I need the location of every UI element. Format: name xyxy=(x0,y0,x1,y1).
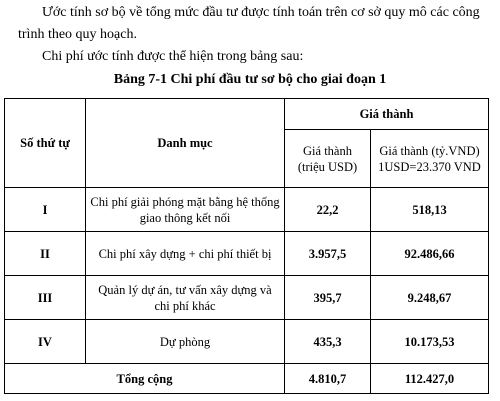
header-price-usd: Giá thành (triệu USD) xyxy=(285,130,371,188)
table-row xyxy=(5,276,489,320)
row-order: I xyxy=(5,188,86,232)
row-usd: 3.957,5 xyxy=(285,232,371,276)
row-usd: 395,7 xyxy=(285,276,371,320)
header-price-vnd-unit: Giá thành (tỷ.VND) xyxy=(379,143,480,158)
row-vnd: 92.486,66 xyxy=(371,232,489,276)
row-category: Chi phí giải phóng mặt bằng hệ thống giao thông kết nối xyxy=(86,188,285,232)
header-exchange-rate: 1USD=23.370 VND xyxy=(378,159,481,174)
row-vnd: 9.248,67 xyxy=(371,276,489,320)
total-label: Tổng cộng xyxy=(5,364,285,394)
total-usd: 4.810,7 xyxy=(285,364,371,394)
header-order: Số thứ tự xyxy=(5,99,86,188)
row-usd: 22,2 xyxy=(285,188,371,232)
header-category: Danh mục xyxy=(86,99,285,188)
intro-line-1: Ước tính sơ bộ về tổng mức đầu tư được tính toán trên cơ sở quy mô các công xyxy=(42,5,480,20)
header-price: Giá thành xyxy=(285,99,489,130)
table-header-row xyxy=(5,99,489,130)
table-caption: Bảng 7-1 Chi phí đầu tư sơ bộ cho giai đoạn 1 xyxy=(113,72,387,87)
total-vnd: 112.427,0 xyxy=(371,364,489,394)
cost-table xyxy=(4,98,489,394)
intro-paragraph xyxy=(0,2,490,46)
table-total-row xyxy=(5,364,489,394)
row-category: Chi phí xây dựng + chi phí thiết bị xyxy=(86,232,285,276)
row-order: II xyxy=(5,232,86,276)
table-row xyxy=(5,188,489,232)
intro-line-2: trình theo quy hoạch. xyxy=(18,27,137,42)
table-row xyxy=(5,232,489,276)
row-order: IV xyxy=(5,320,86,364)
row-usd: 435,3 xyxy=(285,320,371,364)
row-category: Quản lý dự án, tư vấn xây dựng và chi phí khác xyxy=(86,276,285,320)
row-order: III xyxy=(5,276,86,320)
row-vnd: 10.173,53 xyxy=(371,320,489,364)
header-price-vnd xyxy=(371,130,489,188)
table-row xyxy=(5,320,489,364)
table-intro-text: Chi phí ước tính được thể hiện trong bảng sau: xyxy=(42,49,304,64)
row-vnd: 518,13 xyxy=(371,188,489,232)
row-category: Dự phòng xyxy=(86,320,285,364)
